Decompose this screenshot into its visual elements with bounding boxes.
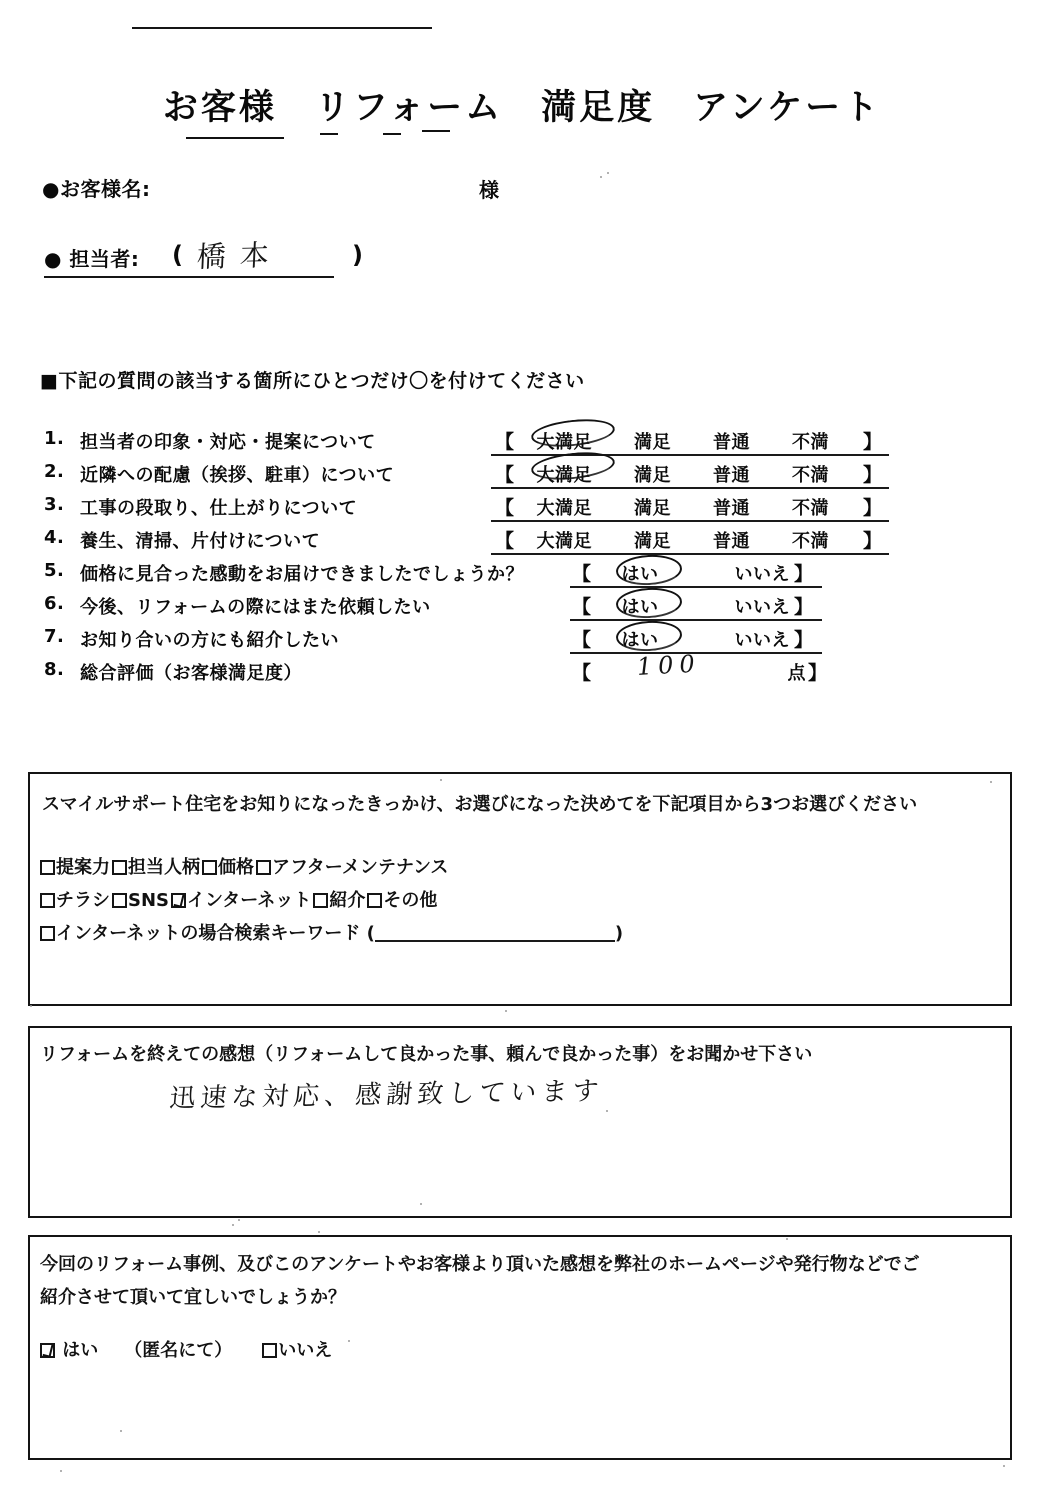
answer-option[interactable]: はい (622, 560, 659, 586)
question-number: 1. (44, 428, 65, 449)
checkbox-item[interactable] (313, 890, 365, 911)
question-number: 5. (44, 560, 65, 581)
scan-artifact (348, 1340, 350, 1342)
keyword-paren-open: ( (366, 923, 375, 944)
checkbox-label: チラシ (56, 890, 110, 911)
answer-option[interactable]: 満足 (634, 498, 672, 519)
bracket-open: 【 (572, 629, 592, 651)
checkbox-item[interactable] (202, 857, 254, 878)
page-title: お客様 リフォーム 満足度 アンケート (162, 88, 882, 128)
answer-option[interactable]: はい (622, 593, 659, 619)
checkbox-icon[interactable] (367, 893, 382, 908)
question-text: 価格に見合った感動をお届けできましたでしょうか？ (80, 564, 524, 585)
scan-artifact (60, 1470, 62, 1472)
staff-label: ● 担当者: (44, 247, 140, 271)
answer-option[interactable]: 不満 (792, 432, 830, 453)
answer-group (495, 493, 883, 520)
answer-option[interactable]: 不満 (792, 531, 830, 552)
answer-option[interactable]: 大満足 (537, 428, 593, 454)
scan-artifact (990, 781, 992, 783)
scan-artifact (600, 176, 602, 178)
instruction-text: ■下記の質問の該当する箇所にひとつだけ〇を付けてください (40, 370, 585, 392)
impressions-handwritten-answer: 迅速な対応、感謝致しています (168, 1076, 605, 1114)
handwritten-circle-mark (615, 553, 682, 586)
answer-underline (570, 586, 822, 588)
answer-underline (491, 487, 889, 489)
staff-name-handwritten: 橋本 (196, 237, 284, 274)
bracket-open: 【 (495, 497, 515, 519)
bracket-close: 】 (794, 563, 814, 585)
answer-option[interactable]: 満足 (634, 531, 672, 552)
checkbox-icon[interactable] (112, 893, 127, 908)
answer-option[interactable]: 普通 (713, 531, 751, 552)
scan-artifact (120, 1430, 122, 1432)
title-underline-mid1 (320, 133, 338, 135)
checkbox-icon[interactable] (202, 860, 217, 875)
checkbox-icon[interactable] (256, 860, 271, 875)
checkbox-icon[interactable] (112, 860, 127, 875)
impressions-heading: リフォームを終えての感想（リフォームして良かった事、頼んで良かった事）をお聞かせ下さい (40, 1044, 813, 1065)
keyword-input[interactable] (375, 922, 615, 942)
bracket-open: 【 (495, 530, 515, 552)
question-row (40, 491, 883, 524)
answer-option[interactable]: いいえ (734, 564, 791, 585)
handwritten-circle-mark (615, 619, 682, 652)
scan-artifact (318, 1231, 320, 1233)
answer-group (572, 559, 814, 586)
question-text: 総合評価（お客様満足度） (80, 663, 302, 684)
answer-underline (491, 454, 889, 456)
scan-artifact (786, 1238, 788, 1240)
answer-option[interactable]: 不満 (792, 465, 830, 486)
checkbox-label: 価格 (218, 857, 254, 878)
question-text: 工事の段取り、仕上がりについて (80, 498, 358, 519)
question-text: お知り合いの方にも紹介したい (80, 630, 339, 651)
title-underline-right (422, 130, 450, 132)
scan-artifact (238, 1219, 240, 1221)
checkbox-item[interactable] (40, 890, 110, 911)
answer-option[interactable]: 満足 (634, 432, 672, 453)
question-row (40, 458, 883, 491)
answer-group (572, 592, 814, 619)
checkbox-item[interactable] (367, 890, 437, 911)
title-underline-mid2 (383, 133, 401, 135)
checkbox-label: SNS (128, 890, 169, 911)
checkbox-icon[interactable] (40, 893, 55, 908)
checkbox-item[interactable] (112, 857, 200, 878)
answer-group (572, 625, 814, 652)
answer-option[interactable]: 普通 (713, 498, 751, 519)
checkbox-icon[interactable] (40, 860, 55, 875)
handwritten-circle-mark (529, 416, 615, 451)
bracket-close: 】 (863, 497, 883, 519)
checkbox-item[interactable] (112, 890, 169, 911)
scan-artifact (30, 1005, 32, 1007)
bracket-close: 】 (808, 662, 828, 684)
total-score-handwritten: 100 (635, 649, 703, 681)
question-row (40, 656, 870, 689)
scan-artifact (420, 1203, 422, 1205)
answer-option[interactable]: 大満足 (537, 461, 593, 487)
checkbox-label: 提案力 (56, 857, 110, 878)
anonymous-note: （匿名にて） (124, 1340, 233, 1361)
question-number: 8. (44, 659, 65, 680)
staff-name-input[interactable] (44, 276, 334, 278)
permission-no-option[interactable] (262, 1340, 332, 1361)
scan-artifact (232, 1224, 234, 1226)
staff-paren-close: ) (352, 241, 364, 269)
scan-artifact (1003, 1465, 1005, 1467)
answer-option[interactable]: 大満足 (536, 498, 593, 519)
permission-yes-option[interactable] (40, 1340, 98, 1361)
permission-choice-row[interactable] (40, 1336, 332, 1362)
bracket-open: 【 (572, 596, 592, 618)
answer-option[interactable]: 不満 (792, 498, 830, 519)
checkbox-label: インターネットの場合検索キーワード (56, 923, 367, 944)
checkbox-item[interactable] (40, 857, 110, 878)
permission-heading-line2: 紹介させて頂いて宜しいでしょうか？ (40, 1287, 346, 1308)
bracket-close: 】 (794, 596, 814, 618)
question-row (40, 623, 870, 656)
bracket-open: 【 (495, 464, 515, 486)
bracket-close: 】 (863, 530, 883, 552)
question-row (40, 590, 870, 623)
scan-artifact (607, 172, 609, 174)
scan-artifact (606, 1110, 608, 1112)
bracket-close: 】 (863, 464, 883, 486)
permission-heading-line1: 今回のリフォーム事例、及びこのアンケートやお客様より頂いた感想を弊社のホームページや発行物などでご (40, 1254, 920, 1275)
customer-name-label: ●お客様名: (42, 177, 151, 201)
checkbox-icon[interactable] (262, 1343, 277, 1358)
permission-yes-label: はい (56, 1340, 99, 1361)
answer-option[interactable]: いいえ (734, 630, 791, 651)
title-underline-left (186, 137, 284, 139)
checkbox-icon[interactable] (40, 926, 55, 941)
bracket-open: 【 (495, 431, 515, 453)
sources-checkbox-row-1[interactable] (40, 853, 450, 879)
checkbox-label: 紹介 (329, 890, 366, 911)
question-text: 近隣への配慮（挨拶、駐車）について (80, 465, 395, 486)
answer-group (495, 460, 883, 487)
question-number: 6. (44, 593, 65, 614)
answer-group (495, 526, 883, 553)
answer-underline (570, 619, 822, 621)
question-list (40, 425, 883, 689)
sources-heading: スマイルサポート住宅をお知りになったきっかけ、お選びになった決めてを下記項目から3つお選びください (42, 794, 918, 815)
score-unit: 点 (787, 663, 807, 684)
answer-option[interactable]: いいえ (734, 597, 791, 618)
customer-name-input[interactable] (132, 27, 432, 29)
question-text: 今後、リフォームの際にはまた依頼したい (80, 597, 431, 618)
answer-option[interactable]: 普通 (713, 465, 751, 486)
answer-option[interactable]: 満足 (634, 465, 672, 486)
checkbox-item[interactable] (40, 923, 367, 944)
bracket-close: 】 (863, 431, 883, 453)
question-text: 担当者の印象・対応・提案について (80, 432, 376, 453)
answer-option[interactable]: 普通 (713, 432, 751, 453)
answer-underline (491, 520, 889, 522)
answer-option[interactable]: はい (622, 626, 659, 652)
checkbox-label: アフターメンテナンス (272, 857, 449, 878)
question-text: 養生、清掃、片付けについて (80, 531, 321, 552)
scan-artifact (440, 779, 442, 781)
staff-paren-open: ( (172, 241, 184, 269)
checkbox-item[interactable] (256, 857, 448, 878)
checkbox-checked-icon[interactable] (40, 1343, 55, 1358)
answer-underline (491, 553, 889, 555)
question-number: 2. (44, 461, 65, 482)
bracket-close: 】 (794, 629, 814, 651)
checkbox-item[interactable] (171, 890, 311, 911)
checkbox-label: 担当人柄 (128, 857, 200, 878)
question-number: 4. (44, 527, 65, 548)
customer-name-row (42, 173, 502, 203)
keyword-paren-close: ) (614, 923, 624, 944)
question-number: 7. (44, 626, 65, 647)
scan-artifact (505, 1010, 507, 1012)
permission-no-label: いいえ (278, 1340, 333, 1361)
sources-keyword-row[interactable] (40, 919, 623, 945)
question-row (40, 524, 883, 557)
answer-option[interactable]: 大満足 (536, 531, 593, 552)
question-row (40, 557, 870, 590)
checkbox-label: その他 (383, 890, 438, 911)
checkbox-icon[interactable] (313, 893, 328, 908)
bracket-open: 【 (572, 563, 592, 585)
bracket-open: 【 (572, 662, 592, 684)
checkbox-checked-icon[interactable] (171, 893, 186, 908)
answer-group (495, 427, 883, 454)
question-row (40, 425, 883, 458)
checkbox-label: インターネット (187, 890, 312, 911)
question-number: 3. (44, 494, 65, 515)
customer-name-suffix: 様 (479, 178, 500, 202)
handwritten-circle-mark (615, 586, 682, 619)
sources-checkbox-row-2[interactable] (40, 886, 439, 912)
